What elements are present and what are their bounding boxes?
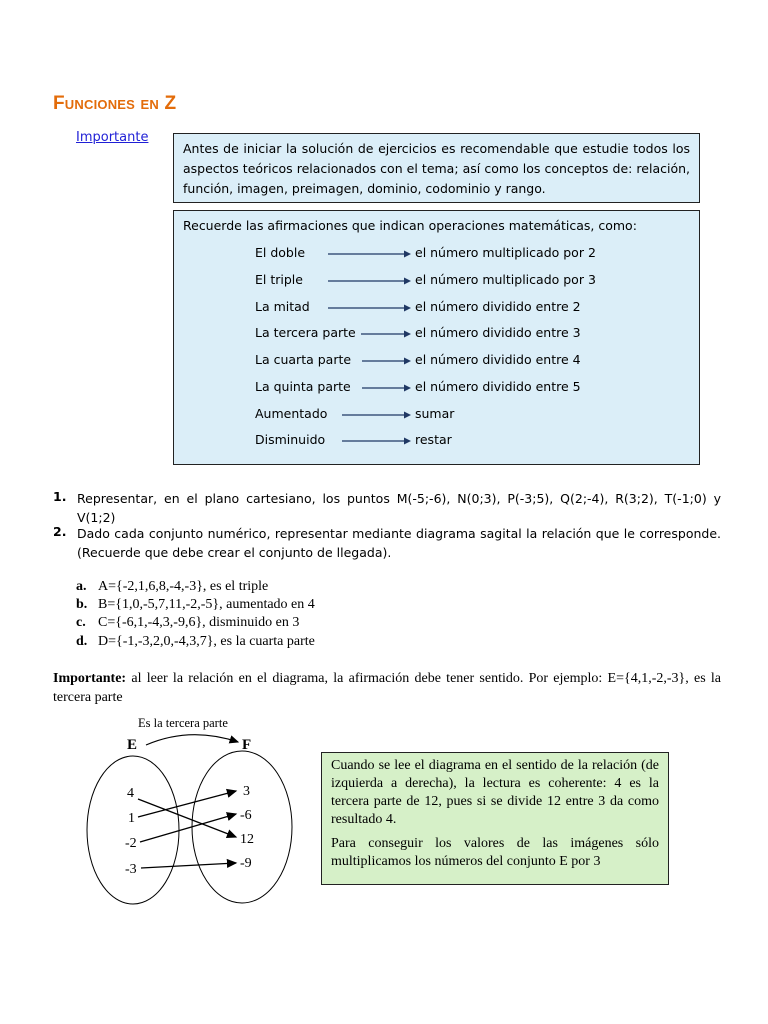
sub-text: D={-1,-3,2,0,-4,3,7}, es la cuarta parte (98, 634, 315, 649)
importante-note (53, 669, 721, 707)
operation-phrase: Disminuido (255, 432, 326, 447)
right-arrow-icon (328, 276, 412, 286)
operation-row (255, 432, 675, 452)
right-arrow-icon (342, 436, 412, 446)
operation-row (255, 406, 675, 426)
note-label: Importante: (53, 671, 127, 686)
operation-meaning: el número dividido entre 3 (415, 325, 581, 340)
importante-link[interactable]: Importante (76, 130, 149, 145)
f-value: 12 (240, 832, 254, 847)
sub-letter: a. (76, 579, 87, 594)
relation-label: Es la tercera parte (138, 716, 228, 730)
operation-meaning: restar (415, 432, 452, 447)
operation-row (255, 299, 675, 319)
sub-text: B={1,0,-5,7,11,-2,-5}, aumentado en 4 (98, 597, 315, 612)
right-arrow-icon (328, 249, 412, 259)
right-arrow-icon (361, 329, 412, 339)
e-value: -3 (125, 862, 137, 877)
operation-phrase: La tercera parte (255, 325, 356, 340)
operation-meaning: el número multiplicado por 2 (415, 245, 596, 260)
exercise-text: Dado cada conjunto numérico, representar mediante diagrama sagital la relación que le corresponde. (Recuerde que debe crear el conjunto de llegada). (77, 526, 721, 560)
f-value: 3 (243, 784, 250, 799)
operation-row (255, 352, 675, 372)
explanation-paragraph: Para conseguir los valores de las imágenes sólo multiplicamos los números del conjunto E por 3 (331, 836, 659, 869)
operation-phrase: La quinta parte (255, 379, 351, 394)
operation-row (255, 272, 675, 292)
operation-phrase: El doble (255, 245, 306, 260)
operation-meaning: el número dividido entre 5 (415, 379, 581, 394)
f-value: -6 (240, 808, 252, 823)
operation-phrase: Aumentado (255, 406, 328, 421)
note-text: al leer la relación en el diagrama, la afirmación debe tener sentido. Por ejemplo: E={4,1,-2,-3}, es la tercera parte (53, 671, 721, 705)
set-f-label: F (242, 737, 252, 753)
right-arrow-icon (362, 356, 412, 366)
right-arrow-icon (362, 383, 412, 393)
operations-box (173, 210, 700, 465)
operation-row (255, 245, 675, 265)
mapping-arrow (138, 791, 236, 817)
sagittal-diagram (70, 712, 310, 912)
exercise-number: 1. (53, 489, 67, 504)
exercise-text: Representar, en el plano cartesiano, los puntos M(-5;-6), N(0;3), P(-3;5), Q(2;-4), R(3;2), T(-1;0) y V(1;2) (77, 491, 721, 525)
relation-arrow-icon (146, 735, 238, 745)
intro-box (173, 133, 700, 203)
sub-letter: c. (76, 615, 86, 630)
sub-letter: b. (76, 597, 88, 612)
operation-meaning: sumar (415, 406, 455, 421)
exercise-number: 2. (53, 524, 67, 539)
operation-row (255, 379, 675, 399)
e-value: -2 (125, 836, 137, 851)
right-arrow-icon (328, 303, 412, 313)
sub-letter: d. (76, 634, 88, 649)
set-f-ellipse (192, 751, 292, 903)
operations-intro: Recuerde las afirmaciones que indican operaciones matemáticas, como: (183, 218, 637, 233)
right-arrow-icon (342, 410, 412, 420)
operation-row (255, 325, 675, 345)
page-title: Funciones en Z (53, 93, 177, 114)
e-value: 1 (128, 811, 135, 826)
operation-meaning: el número dividido entre 2 (415, 299, 581, 314)
operation-phrase: La cuarta parte (255, 352, 352, 367)
operation-phrase: El triple (255, 272, 303, 287)
set-e-label: E (127, 737, 138, 753)
operation-meaning: el número multiplicado por 3 (415, 272, 596, 287)
mapping-arrow (141, 863, 236, 868)
sub-text: A={-2,1,6,8,-4,-3}, es el triple (98, 579, 269, 594)
e-value: 4 (127, 786, 134, 801)
intro-box-text: Antes de iniciar la solución de ejercicios es recomendable que estudie todos los aspectos teóricos relacionados con el tema; así como los conceptos de: relación, función, imagen, preimagen, dominio, codominio y rango. (183, 141, 690, 196)
set-e-ellipse (87, 756, 179, 904)
f-value: -9 (240, 856, 252, 871)
explanation-box (321, 752, 669, 885)
explanation-paragraph: Cuando se lee el diagrama en el sentido de la relación (de izquierda a derecha), la lectura es coherente: 4 es la tercera parte de 12, pues si se divide 12 entre 3 da como resultado 4. (331, 758, 659, 827)
operation-meaning: el número dividido entre 4 (415, 352, 581, 367)
operation-phrase: La mitad (255, 299, 310, 314)
sub-text: C={-6,1,-4,3,-9,6}, disminuido en 3 (98, 615, 300, 630)
